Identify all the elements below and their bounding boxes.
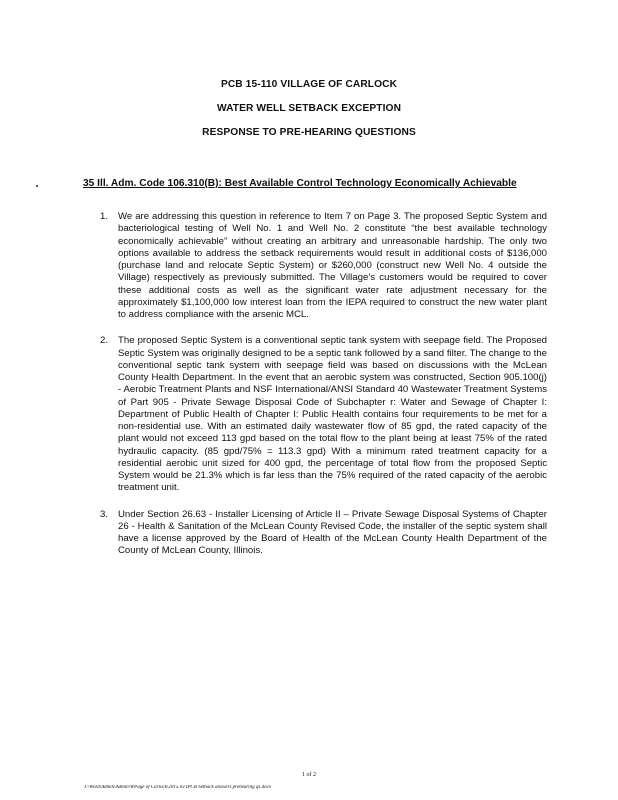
section-heading: 35 Ill. Adm. Code 106.310(B): Best Available Control Technology Economically Achievable	[83, 178, 517, 189]
header-subject: WATER WELL SETBACK EXCEPTION	[216, 103, 402, 114]
list-item	[83, 211, 547, 321]
list-item-number: 3.	[100, 508, 109, 520]
list-item-text: Under Section 26.63 - Installer Licensing of Article II – Private Sewage Disposal Systems of Chapter 26 - Health & Sanitation of the McLean County Revised Code, the installer of the septic system shall have a license approved by the Board of Health of the McLean County Health Department of the County of McLean County, Illinois.	[118, 508, 547, 557]
header-document-type: RESPONSE TO PRE-HEARING QUESTIONS	[202, 127, 416, 138]
header-case-title: PCB 15-110 VILLAGE OF CARLOCK	[220, 79, 398, 90]
margin-dot	[36, 185, 38, 187]
list-item	[83, 509, 547, 558]
footer-file-path: J:\Word\Admin\Admin\WPage of Carlock\2015.03 IPCB Setback answers prehearing qs.docx	[84, 785, 272, 790]
list-item-text: We are addressing this question in reference to Item 7 on Page 3. The proposed Septic System and bacteriological testing of Well No. 1 and Well No. 2 constitute “the best available technology economically achievable” without creating an arbitrary and unreasonable hardship. The only two options available to address the setback requirements would result in additional costs of $136,000 (purchase land and relocate Septic System) or $260,000 (construct new Well No. 4 outside the Village) respectively as previously submitted. The Village’s customers would be required to cover these additional costs as well as the significant water rate adjustment necessary for the approximately $1,100,000 low interest loan from the IEPA required to construct the new water plant to address compliance with the arsenic MCL.	[118, 211, 547, 320]
list-item	[83, 335, 547, 494]
numbered-list	[83, 211, 547, 572]
list-item-number: 2.	[100, 335, 109, 347]
list-item-text: The proposed Septic System is a conventional septic tank system with seepage field. The Proposed Septic System was originally designed to be a septic tank followed by a sand filter. The change to the conventional septic tank system with seepage field was based on discussions with the McLean County Health Department. In the event that an aerobic system was constructed, Section 905.100(j) - Aerobic Treatment Plants and NSF International/ANSI Standard 40 Wastewater Treatment Systems of Part 905 - Private Sewage Disposal Code of Subchapter r: Water and Sewage of Chapter I: Department of Public Health of Chapter I: Public Health contains four requirements to be met for a non-residential use. With an estimated daily wastewater flow of 85 gpd, the rated capacity of the plant would not exceed 113 gpd based on the total flow to the plant being at least 75% of the rated hydraulic capacity. (85 gpd/75% = 113.3 gpd) With a minimum rated treatment capacity for a residential aerobic unit sized for 400 gpd, the percentage of total flow from the proposed Septic System would be 21.3% which is far less than the 75% required of the rated capacity of the aerobic treatment unit.	[118, 335, 547, 494]
page-number: 1 of 2	[302, 772, 316, 778]
list-item-number: 1.	[100, 211, 109, 222]
